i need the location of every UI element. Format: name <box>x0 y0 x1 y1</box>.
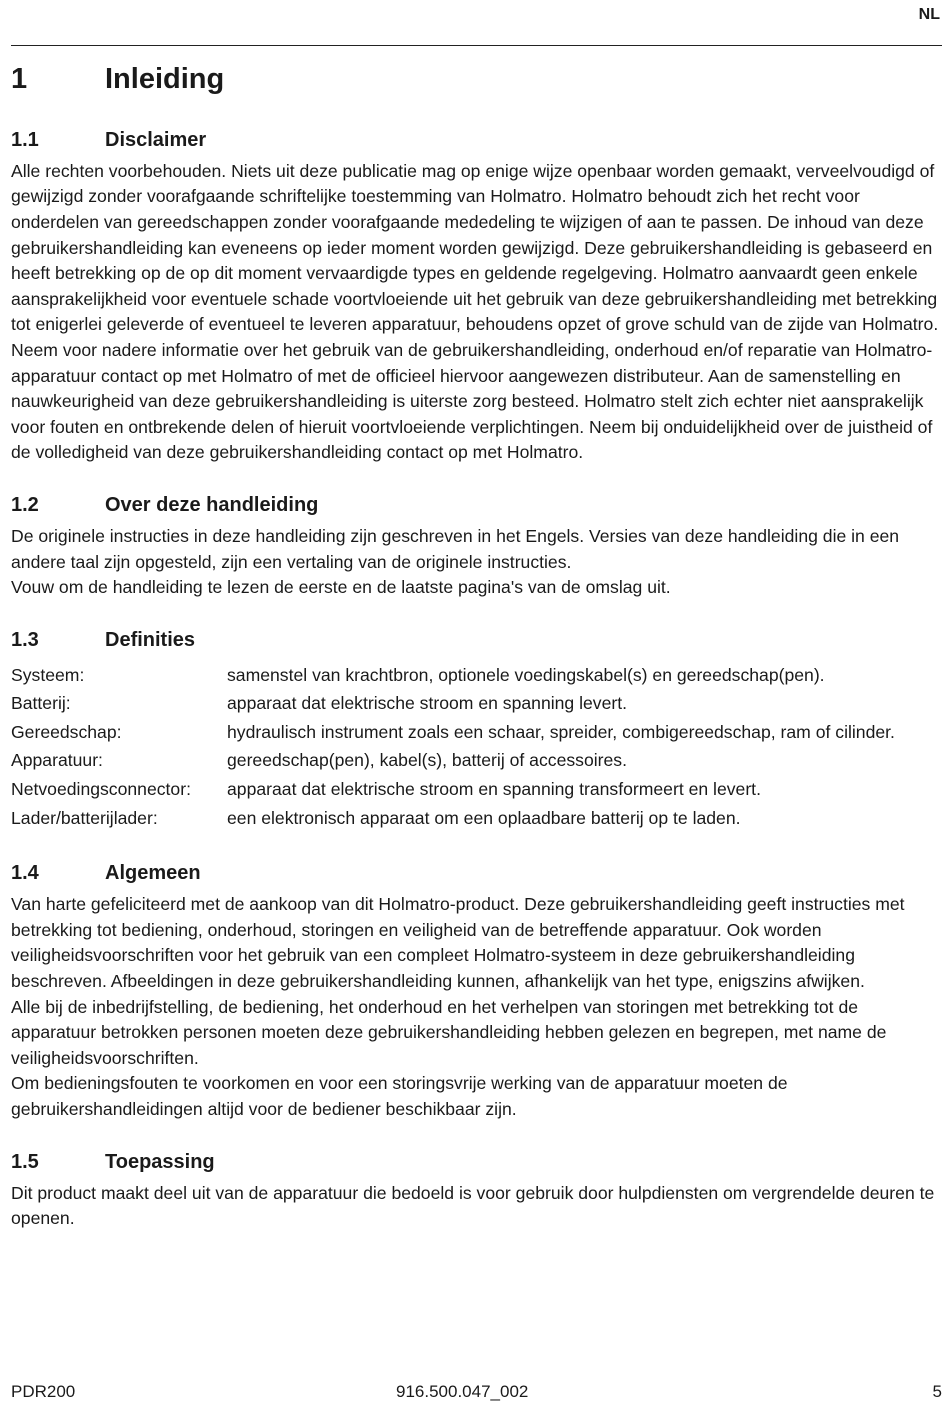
paragraph: De originele instructies in deze handleiding zijn geschreven in het Engels. Versies van deze handleiding die in een andere taal zijn opgesteld, zijn een vertaling van de originele instructies. <box>11 525 900 572</box>
chapter-heading <box>11 62 941 97</box>
section-title: Disclaimer <box>105 128 207 151</box>
definition-row <box>11 777 895 806</box>
definition-desc: apparaat dat elektrische stroom en spanning transformeert en levert. <box>227 779 761 800</box>
chapter-number: 1 <box>11 63 28 95</box>
definition-term: Systeem: <box>11 664 85 685</box>
section-heading <box>11 127 941 153</box>
definition-desc: gereedschap(pen), kabel(s), batterij of accessoires. <box>227 750 627 771</box>
page-content <box>11 62 941 1258</box>
paragraph: Om bedieningsfouten te voorkomen en voor een storingsvrije werking van de apparatuur moeten de gebruikershandleidingen altijd voor de bediener beschikbaar zijn. <box>11 1073 788 1120</box>
section-title: Toepassing <box>105 1150 215 1173</box>
section-disclaimer <box>11 127 941 466</box>
paragraph: Dit product maakt deel uit van de apparatuur die bedoeld is voor gebruik door hulpdiensten om vergrendelde deuren te openen. <box>11 1182 935 1229</box>
section-heading <box>11 492 941 518</box>
footer-page-number: 5 <box>932 1382 942 1401</box>
section-number: 1.3 <box>11 628 39 651</box>
section-number: 1.5 <box>11 1150 39 1173</box>
definition-desc: samenstel van krachtbron, optionele voedingskabel(s) en gereedschap(pen). <box>227 664 825 685</box>
header-rule <box>11 45 942 46</box>
section-toepassing <box>11 1149 941 1232</box>
section-number: 1.4 <box>11 862 39 885</box>
paragraph: Alle bij de inbedrijfstelling, de bediening, het onderhoud en het verhelpen van storingen met betrekking tot de apparatuur betrokken personen moeten deze gebruikershandleiding hebben gelezen en begrepen, met name de veiligheidsvoorschriften. <box>11 996 887 1068</box>
section-number: 1.1 <box>11 128 39 151</box>
definition-desc: hydraulisch instrument zoals een schaar, spreider, combigereedschap, ram of cilinder. <box>227 721 895 742</box>
footer-model: PDR200 <box>11 1382 76 1401</box>
section-definities <box>11 627 941 835</box>
footer-doc-code: 916.500.047_002 <box>396 1382 529 1401</box>
paragraph: Alle rechten voorbehouden. Niets uit deze publicatie mag op enige wijze openbaar worden gemaakt, verveelvoudigd of gewijzigd zonder voorafgaande schriftelijke toestemming van Holmatro. Holmatro behoudt zich het recht voor onderdelen van gereedschappen zonder voorafgaande mededeling te wijzigen of aan te passen. De inhoud van deze gebruikershandleiding kan eveneens op ieder moment worden gewijzigd. Deze gebruikershandleiding is gebaseerd en heeft betrekking op de op dit moment vervaardigde types en geldende regelgeving. Holmatro aanvaardt geen enkele aansprakelijkheid voor eventuele schade voortvloeiende uit het gebruik van deze gebruikershandleiding met betrekking tot enigerlei geleverde of eventueel te leveren apparatuur, behoudens opzet of grove schuld van de zijde van Holmatro. Neem voor nadere informatie over het gebruik van de gebruikershandleiding, onderhoud en/of reparatie van Holmatro-apparatuur contact op met Holmatro of met de officieel hiervoor aangewezen distributeur. Aan de samenstelling en nauwkeurigheid van deze gebruikershandleiding is uiterste zorg besteed. Holmatro stelt zich echter niet aansprakelijk voor fouten en ontbrekende delen of hieruit voortvloeiende verplichtingen. Neem bij onduidelijkheid over de juistheid of de volledigheid van deze gebruikershandleiding contact op met Holmatro. <box>11 160 939 463</box>
paragraph: Vouw om de handleiding te lezen de eerste en de laatste pagina's van de omslag uit. <box>11 577 671 598</box>
definition-row <box>11 720 895 749</box>
definition-term: Netvoedingsconnector: <box>11 779 191 800</box>
language-code: NL <box>918 6 940 23</box>
definitions-table <box>11 663 895 835</box>
definition-row <box>11 806 895 835</box>
section-over-handleiding <box>11 492 941 601</box>
section-title: Algemeen <box>105 862 201 885</box>
paragraph: Van harte gefeliciteerd met de aankoop van dit Holmatro-product. Deze gebruikershandleiding geeft instructies met betrekking tot bediening, onderhoud, storingen en veiligheid van de betreffende apparatuur. Ook worden veiligheidsvoorschriften voor het gebruik van een compleet Holmatro-systeem in deze gebruikershandleiding beschreven. Afbeeldingen in deze gebruikershandleiding kunnen, afhankelijk van het type, enigszins afwijken. <box>11 894 905 992</box>
section-heading <box>11 1149 941 1175</box>
section-title: Definities <box>105 628 196 651</box>
definition-term: Apparatuur: <box>11 750 103 771</box>
chapter-title: Inleiding <box>105 63 225 95</box>
definition-desc: apparaat dat elektrische stroom en spanning levert. <box>227 693 628 714</box>
section-number: 1.2 <box>11 493 39 516</box>
definition-row <box>11 663 895 692</box>
definition-row <box>11 748 895 777</box>
section-heading <box>11 627 941 653</box>
definition-term: Lader/batterijlader: <box>11 807 158 828</box>
definition-term: Batterij: <box>11 693 71 714</box>
section-heading <box>11 860 941 886</box>
definition-desc: een elektronisch apparaat om een oplaadbare batterij op te laden. <box>227 807 741 828</box>
definition-row <box>11 691 895 720</box>
section-algemeen <box>11 860 941 1122</box>
section-title: Over deze handleiding <box>105 493 319 516</box>
definition-term: Gereedschap: <box>11 721 122 742</box>
